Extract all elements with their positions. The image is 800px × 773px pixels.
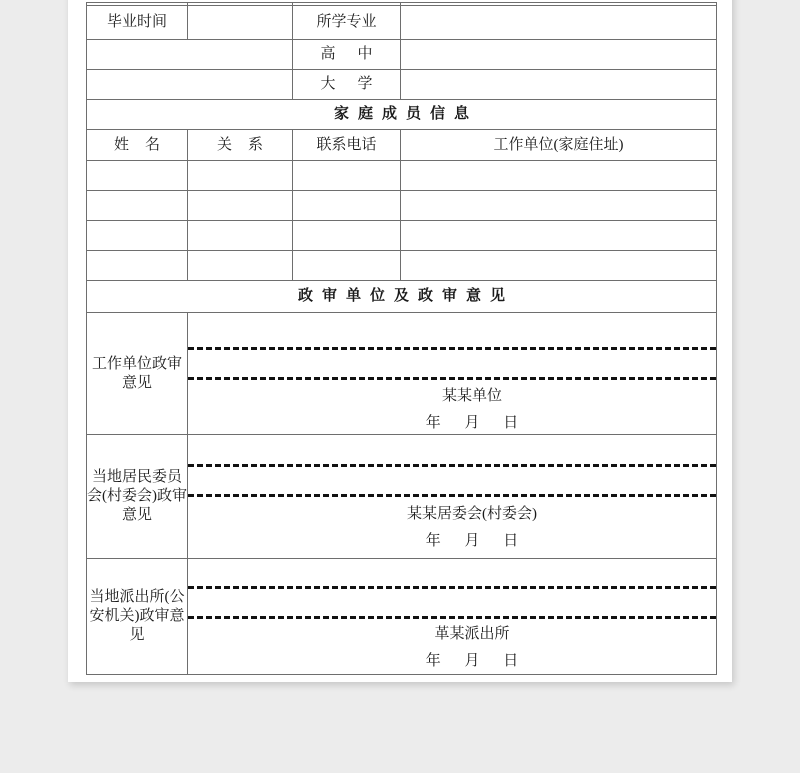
cell-relation[interactable] — [188, 221, 293, 251]
row-review-workplace — [87, 313, 717, 435]
table-row — [87, 251, 717, 281]
cell-workplace[interactable] — [401, 251, 717, 281]
political-review-form-table — [86, 2, 717, 675]
cell-phone[interactable] — [293, 191, 401, 221]
table-row — [87, 161, 717, 191]
review-label-police-station: 当地派出所(公安机关)政审意见 — [87, 559, 188, 675]
cell-phone[interactable] — [293, 221, 401, 251]
cell-phone[interactable] — [293, 251, 401, 281]
signature-org: 革某派出所 — [434, 626, 510, 642]
header-name: 姓名 — [87, 130, 188, 161]
cell-relation[interactable] — [188, 191, 293, 221]
label-major: 所学专业 — [293, 6, 401, 40]
cell-relation[interactable] — [188, 161, 293, 191]
signature-date: 年 月 日 — [425, 414, 529, 431]
cell-workplace[interactable] — [401, 161, 717, 191]
field-graduation-time[interactable] — [188, 6, 293, 40]
cell-name[interactable] — [87, 251, 188, 281]
signature-block-workplace — [188, 387, 716, 433]
field-university[interactable] — [401, 70, 717, 100]
row-graduation — [87, 6, 717, 40]
field-high-school-left[interactable] — [87, 40, 293, 70]
cell-workplace[interactable] — [401, 191, 717, 221]
row-family-headers — [87, 130, 717, 161]
document-page — [68, 0, 732, 682]
signature-date: 年 月 日 — [425, 532, 529, 549]
review-body-residents-committee[interactable] — [188, 435, 717, 559]
review-section-banner: 政审单位及政审意见 — [87, 281, 717, 313]
cell-name[interactable] — [87, 191, 188, 221]
cell-workplace[interactable] — [401, 221, 717, 251]
cell-name[interactable] — [87, 161, 188, 191]
table-row — [87, 191, 717, 221]
header-phone: 联系电话 — [293, 130, 401, 161]
writing-guide-line — [188, 494, 716, 497]
signature-block-police-station — [188, 625, 716, 671]
row-review-police-station — [87, 559, 717, 675]
field-high-school[interactable] — [401, 40, 717, 70]
field-university-left[interactable] — [87, 70, 293, 100]
writing-guide-line — [188, 464, 716, 467]
review-body-workplace[interactable] — [188, 313, 717, 435]
label-graduation-time: 毕业时间 — [87, 6, 188, 40]
label-high-school: 高中 — [293, 40, 401, 70]
row-family-banner — [87, 100, 717, 130]
label-university: 大学 — [293, 70, 401, 100]
cell-phone[interactable] — [293, 161, 401, 191]
writing-guide-line — [188, 586, 716, 589]
writing-guide-line — [188, 347, 716, 350]
review-label-residents-committee: 当地居民委员会(村委会)政审意见 — [87, 435, 188, 559]
row-high-school — [87, 40, 717, 70]
signature-block-residents-committee — [188, 505, 716, 551]
review-body-police-station[interactable] — [188, 559, 717, 675]
family-section-banner: 家庭成员信息 — [87, 100, 717, 130]
table-row — [87, 221, 717, 251]
row-university — [87, 70, 717, 100]
header-relation: 关系 — [188, 130, 293, 161]
field-major[interactable] — [401, 6, 717, 40]
signature-org: 某某居委会(村委会) — [407, 506, 537, 522]
signature-date: 年 月 日 — [425, 652, 529, 669]
cell-relation[interactable] — [188, 251, 293, 281]
row-review-residents-committee — [87, 435, 717, 559]
row-review-banner — [87, 281, 717, 313]
signature-org: 某某单位 — [441, 388, 502, 404]
writing-guide-line — [188, 377, 716, 380]
review-label-workplace: 工作单位政审意见 — [87, 313, 188, 435]
cell-name[interactable] — [87, 221, 188, 251]
header-workplace: 工作单位(家庭住址) — [401, 130, 717, 161]
writing-guide-line — [188, 616, 716, 619]
